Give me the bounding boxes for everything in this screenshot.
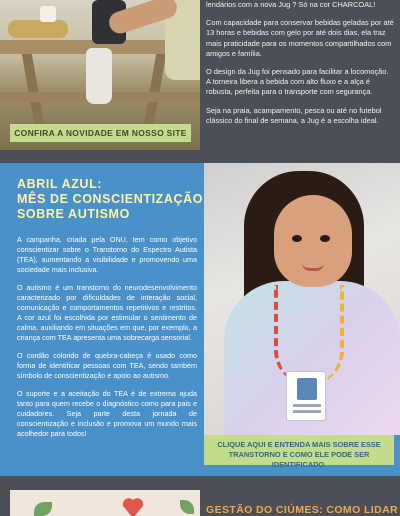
jealousy-section <box>0 476 400 516</box>
cup <box>40 6 56 22</box>
paragraph: O autismo é um transtorno do neurodesenvolvimento caracterizado por dificuldades de interação social, comunicação e comportamentos repetitivos e restritos. A cor azul foi escolhida por estimular o sentimento de calma, auxiliando em situações em que, por exemplo, a criança com TEA apresenta uma sobrecarga sensorial. <box>17 283 197 342</box>
cta-line: TRANSTORNO E COMO ELE PODE SER IDENTIFICADO. <box>228 450 370 469</box>
section-title <box>17 177 203 222</box>
paragraph: O design da Jug foi pensado para facilitar a locomoção. A torneira libera a bebida com alto fluxo e a alça é robusta, perfeita para o transporte com segurança. <box>206 67 389 97</box>
section-title[interactable]: GESTÃO DO CIÚMES: COMO LIDAR <box>206 504 399 516</box>
title-line: MÊS DE CONSCIENTIZAÇÃO <box>17 192 204 206</box>
eye <box>292 235 302 242</box>
paragraph: A campanha, criada pela ONU, tem como objetivo conscientizar sobre o Transtorno do Espectro Autista (TEA), aumentando a visibilidade e promovendo uma sociedade mais inclusiva. <box>17 235 197 274</box>
table-leg <box>144 54 166 124</box>
paragraph: Seja na praia, acampamento, pesca ou até no futebol clássico do final de semana, a Jug é a escolha ideal. <box>206 105 382 125</box>
table-leg <box>22 54 44 124</box>
leaf-icon <box>34 502 52 516</box>
paragraph: Com capacidade para conservar bebidas geladas por até 13 horas e bebidas com gelo por até dois dias, ela traz mais praticidade para os momentos compartilhados com amigos e família. <box>206 18 394 58</box>
id-badge <box>286 371 326 421</box>
product-section <box>0 0 400 163</box>
leaf-icon <box>180 500 194 514</box>
jealousy-illustration[interactable] <box>10 490 200 516</box>
product-site-button[interactable]: CONFIRA A NOVIDADE EM NOSSO SITE <box>10 124 191 142</box>
article-body <box>17 235 197 447</box>
autism-awareness-section <box>0 163 400 476</box>
paragraph: O suporte e a aceitação do TEA é de extrema ajuda tanto para quem recebe o diagnóstico como para pais e cuidadores. Seja parte desta jornada de conscientização e inclusão e promova um mundo mais acolhedor para todos! <box>17 389 197 438</box>
face <box>274 195 352 287</box>
heart-icon <box>120 494 146 516</box>
badge-line <box>293 404 321 407</box>
paragraph: O cordão colorido de quebra-cabeça é usado como forma de identificar pessoas com TEA, sendo também símbolo de conscientização e apoio ao autismo. <box>17 351 197 380</box>
bottle <box>86 48 112 104</box>
badge-photo <box>297 378 317 400</box>
product-description <box>206 0 394 134</box>
cta-line: CLIQUE AQUI E ENTENDA MAIS SOBRE ESSE <box>217 440 381 449</box>
title-line: ABRIL AZUL: <box>17 177 103 191</box>
learn-more-autism-button[interactable] <box>204 435 394 469</box>
child-with-lanyard-photo[interactable] <box>204 163 400 435</box>
badge-line <box>293 410 321 413</box>
title-line: SOBRE AUTISMO <box>17 207 130 221</box>
food-plate <box>8 20 68 38</box>
puzzle-lanyard <box>274 285 344 385</box>
intro-fragment: lendários com a nova Jug ? Só na cor CHARCOAL! <box>206 0 376 9</box>
eye <box>320 235 330 242</box>
